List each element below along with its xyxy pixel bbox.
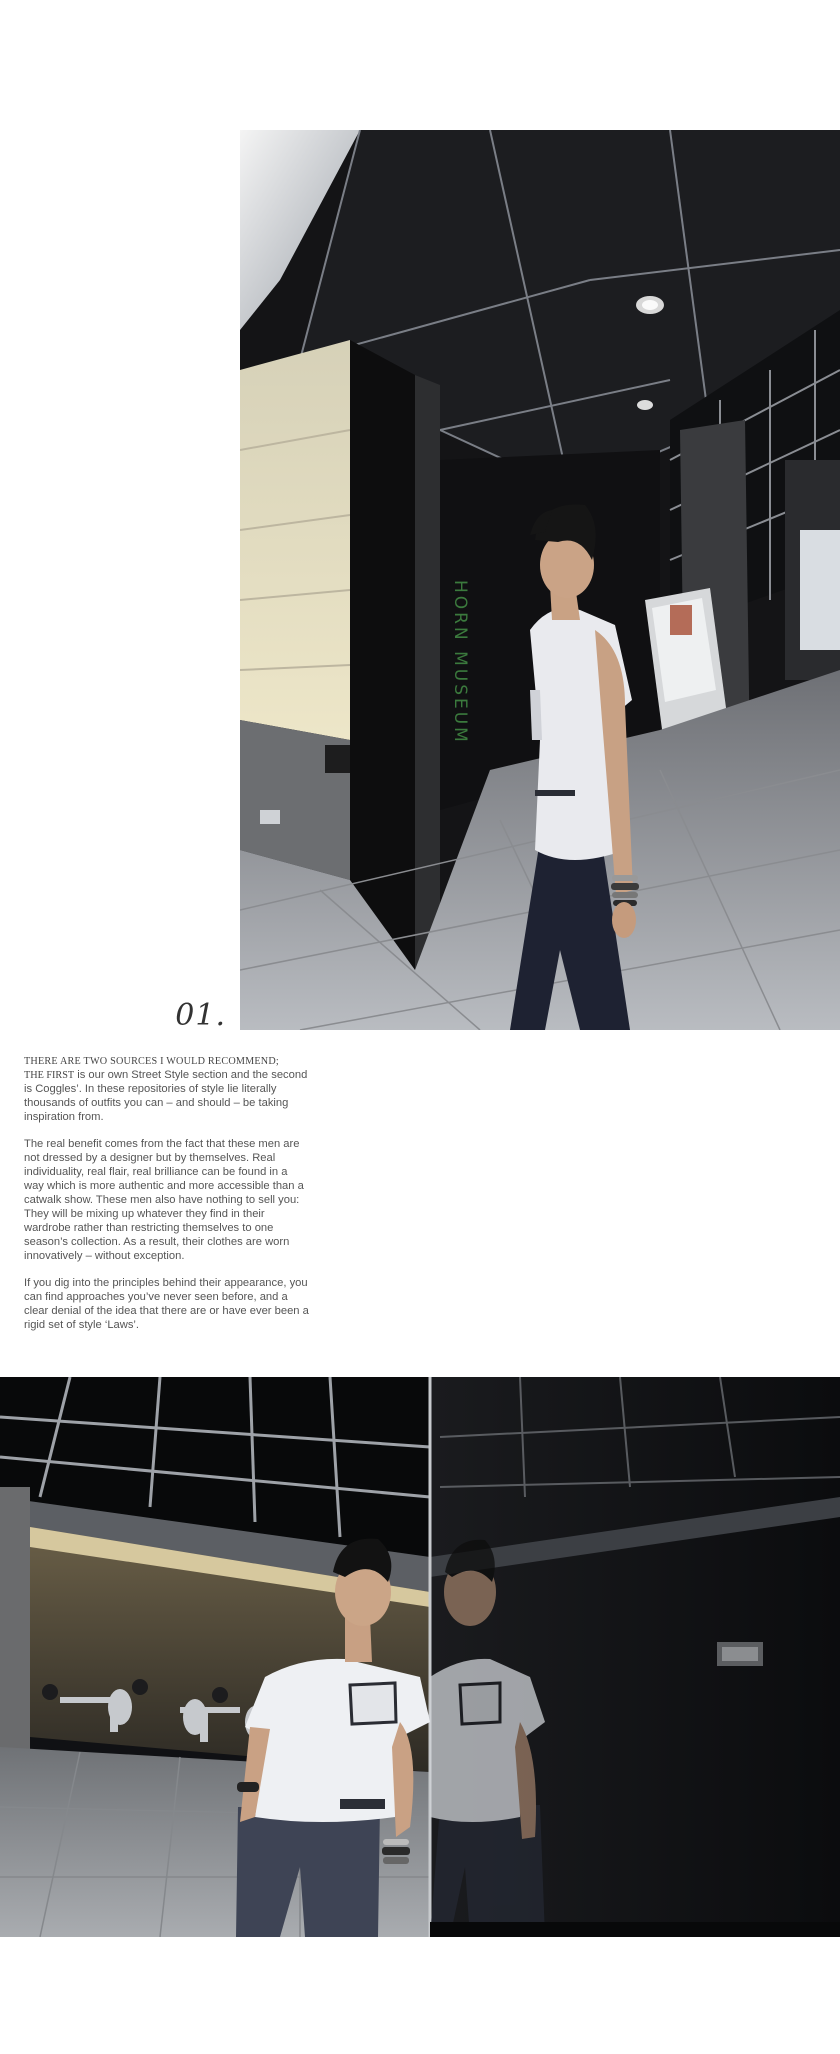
first-caps-text: THE FIRST	[24, 1069, 75, 1081]
museum-sign-text: HORN MUSEUM	[450, 580, 470, 745]
issue-number: 01.	[175, 998, 226, 1033]
street-style-photo-2	[0, 1377, 840, 1937]
article-body	[24, 1055, 309, 1347]
street-style-photo-1	[240, 130, 840, 1030]
lead-caps-text: THERE ARE TWO SOURCES I WOULD RECOMMEND;	[24, 1056, 279, 1067]
reflection-photo-illustration	[0, 1377, 840, 1937]
paragraph-1	[24, 1055, 309, 1125]
street-photo-illustration	[240, 130, 840, 1030]
paragraph-3: If you dig into the principles behind their appearance, you can find approaches you’ve never seen before, and a clear denial of the idea that there are or have ever been a rigid set of style ‘Laws’.	[24, 1277, 309, 1332]
paragraph-1-text: is our own Street Style section and the second is Coggles’. In these repositories of style lie literally thousands of outfits you can – and should – be taking inspiration from.	[24, 1068, 308, 1123]
paragraph-2: The real benefit comes from the fact that these men are not dressed by a designer but by themselves. Real individuality, real flair, real brilliance can be found in a way which is more authentic and more accessible than a catwalk show. These men also have nothing to sell you: They will be mixing up whatever they find in their wardrobe rather than restricting themselves to one season’s collection. As a result, their clothes are worn innovatively – without exception.	[24, 1138, 304, 1262]
